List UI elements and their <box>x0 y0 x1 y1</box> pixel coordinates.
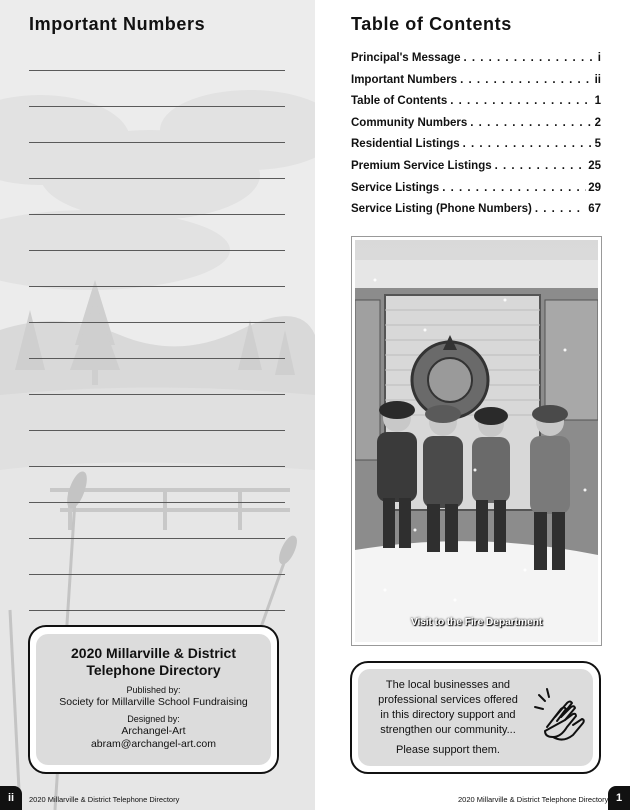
toc-entry-label: Table of Contents <box>351 95 448 108</box>
table-of-contents <box>351 52 601 225</box>
toc-entry-page: 67 <box>588 203 601 216</box>
toc-entry-label: Principal's Message <box>351 52 461 64</box>
directory-title-line1: 2020 Millarville & District <box>71 645 236 661</box>
support-message-line: in this directory support and <box>380 709 516 721</box>
directory-title <box>36 645 271 679</box>
support-message-line: professional services offered <box>378 694 518 706</box>
toc-entry-label: Premium Service Listings <box>351 159 492 172</box>
designer-email[interactable]: abram@archangel-art.com <box>90 738 217 750</box>
toc-leader-dots <box>439 182 586 194</box>
writing-line[interactable] <box>29 502 285 503</box>
writing-line[interactable] <box>29 610 285 611</box>
toc-entry-table-of-contents[interactable] <box>351 95 601 117</box>
toc-entry-residential-listings[interactable] <box>351 138 601 160</box>
publisher-name: Society for Millarville School Fundraising <box>59 696 248 708</box>
writing-line[interactable] <box>29 178 285 179</box>
toc-entry-label: Service Listing (Phone Numbers) <box>351 203 532 216</box>
writing-line[interactable] <box>29 574 285 575</box>
support-message <box>362 678 534 738</box>
footer-right-text: 2020 Millarville & District Telephone Directory <box>458 795 609 804</box>
designer-name: Archangel-Art <box>121 725 186 737</box>
writing-line[interactable] <box>29 538 285 539</box>
toc-leader-dots <box>492 160 587 172</box>
writing-line[interactable] <box>29 106 285 107</box>
clapping-hands-icon <box>533 687 589 747</box>
toc-entry-page: 1 <box>594 95 601 108</box>
footer-left-text: 2020 Millarville & District Telephone Directory <box>29 795 180 804</box>
page-number-tab-left: ii <box>0 786 22 810</box>
important-numbers-heading: Important Numbers <box>29 14 206 34</box>
toc-entry-premium-service-listings[interactable] <box>351 160 601 182</box>
toc-entry-principals-message[interactable] <box>351 52 601 74</box>
toc-entry-page: i <box>597 52 601 64</box>
toc-leader-dots <box>457 74 593 86</box>
fire-department-photo <box>355 240 598 642</box>
toc-leader-dots <box>460 52 595 64</box>
toc-entry-community-numbers[interactable] <box>351 117 601 139</box>
support-plea: Please support them. <box>396 744 500 756</box>
toc-entry-page: 5 <box>594 138 601 151</box>
writing-line[interactable] <box>29 250 285 251</box>
writing-line[interactable] <box>29 358 285 359</box>
toc-entry-page: 2 <box>594 116 601 129</box>
writing-line[interactable] <box>29 142 285 143</box>
writing-line[interactable] <box>29 394 285 395</box>
toc-entry-label: Residential Listings <box>351 138 460 151</box>
fire-truck-children-illustration <box>355 240 598 642</box>
directory-info-panel <box>36 634 271 765</box>
support-local-box <box>350 661 601 774</box>
writing-line[interactable] <box>29 286 285 287</box>
toc-entry-important-numbers[interactable] <box>351 74 601 96</box>
support-local-panel <box>358 669 593 766</box>
toc-entry-service-listings[interactable] <box>351 182 601 204</box>
toc-leader-dots <box>532 203 586 215</box>
toc-entry-page: 25 <box>588 159 601 172</box>
toc-leader-dots <box>447 95 592 107</box>
writing-line[interactable] <box>29 70 285 71</box>
table-of-contents-heading: Table of Contents <box>351 14 512 34</box>
designed-by-label: Designed by: <box>127 714 180 724</box>
toc-leader-dots <box>467 117 592 129</box>
toc-entry-label: Service Listings <box>351 181 440 194</box>
fire-department-photo-frame <box>351 236 602 646</box>
writing-line[interactable] <box>29 466 285 467</box>
toc-leader-dots <box>460 138 593 150</box>
toc-entry-page: ii <box>594 73 601 86</box>
support-message-line: The local businesses and <box>385 679 511 691</box>
toc-entry-service-listing-phone-numbers[interactable] <box>351 203 601 225</box>
writing-line[interactable] <box>29 430 285 431</box>
directory-info-box <box>28 625 279 774</box>
toc-entry-label: Community Numbers <box>351 116 468 129</box>
toc-entry-page: 29 <box>588 181 601 194</box>
page-number-tab-right: 1 <box>608 786 630 810</box>
photo-caption: Visit to the Fire Department <box>410 616 543 628</box>
support-message-line: strengthen our community... <box>380 724 516 736</box>
toc-entry-label: Important Numbers <box>351 73 458 86</box>
published-by-label: Published by: <box>126 685 181 695</box>
directory-title-line2: Telephone Directory <box>86 662 221 678</box>
writing-line[interactable] <box>29 322 285 323</box>
writing-line[interactable] <box>29 214 285 215</box>
